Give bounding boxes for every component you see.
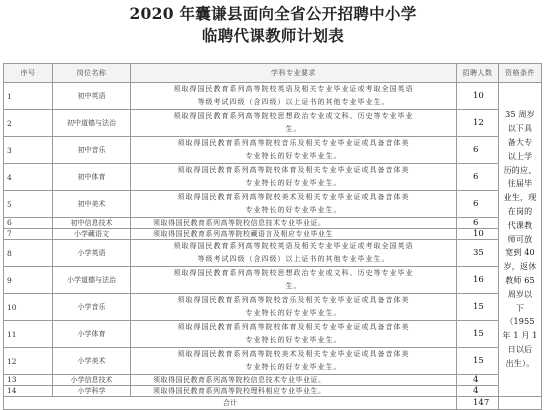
table-row: [4, 321, 542, 348]
row-count: 6: [457, 164, 499, 191]
requirement-line: 等级考试四级（含四级）以上证书的其他专业毕业生。: [197, 98, 390, 106]
row-post: 初中体育: [53, 164, 131, 191]
table-row: [4, 229, 542, 240]
requirement-line: 专业特长的好专业毕业生。: [245, 363, 342, 371]
row-seq: 12: [4, 348, 53, 375]
row-post: 初中英语: [53, 83, 131, 110]
condition-line: 以下具: [507, 124, 533, 134]
row-count: 6: [457, 191, 499, 218]
condition-line: 业生，现: [503, 193, 537, 203]
table-row: [4, 386, 542, 397]
condition-line: 宽到 40: [505, 248, 535, 258]
row-requirement: [131, 267, 457, 294]
row-count: 15: [457, 348, 499, 375]
row-count: 6: [457, 218, 499, 229]
requirement-line: 须取得国民教育系列高等院校音乐及相关专业毕业证或具备音体美: [177, 139, 410, 147]
table-row: [4, 191, 542, 218]
row-requirement: [131, 83, 457, 110]
total-value: 147: [457, 397, 499, 410]
row-seq: 11: [4, 321, 53, 348]
row-post: 小学音乐: [53, 294, 131, 321]
requirement-line: 须取得国民教育系列高等院校思想政治专业或文科、历史等专业毕业: [173, 112, 414, 120]
condition-line: 35 周岁: [505, 110, 535, 120]
requirement-line: 专业特长的好专业毕业生。: [245, 336, 342, 344]
table-row: [4, 218, 542, 229]
row-seq: 10: [4, 294, 53, 321]
requirement-line: 等级考试四级（含四级）以上证书的其他专业毕业生。: [197, 255, 390, 263]
condition-line: 岁，返休: [503, 262, 537, 272]
condition-line: 教师 65: [505, 275, 535, 285]
table-row: [4, 375, 542, 386]
row-seq: 14: [4, 386, 53, 397]
table-row: [4, 294, 542, 321]
requirement-line: 须取得国民教育系列高等院校美术及相关专业毕业证或具备音体美: [177, 193, 410, 201]
requirement-line: 须取得国民教育系列高等院校思想政治专业或文科、历史等专业毕业: [173, 269, 414, 277]
requirement-line: 须取得国民教育系列高等院校体育及相关专业毕业证或具备音体美: [177, 323, 410, 331]
row-count: 15: [457, 321, 499, 348]
row-post: 小学信息技术: [53, 375, 131, 386]
row-requirement: [131, 348, 457, 375]
row-seq: 7: [4, 229, 53, 240]
condition-line: 出生）。: [505, 358, 535, 368]
row-seq: 1: [4, 83, 53, 110]
row-post: 小学体育: [53, 321, 131, 348]
page-title-line2: 临聘代课教师计划表: [201, 26, 345, 45]
requirement-line: 须取得国民教育系列高等院校体育及相关专业毕业证或具备音体美: [177, 166, 410, 174]
row-seq: 8: [4, 240, 53, 267]
row-count: 4: [457, 386, 499, 397]
row-post: 小学藏语文: [53, 229, 131, 240]
header-seq: 序号: [4, 64, 53, 83]
row-seq: 13: [4, 375, 53, 386]
table-row: [4, 164, 542, 191]
row-seq: 4: [4, 164, 53, 191]
requirement-line: 须取得国民教育系列高等院校英语及相关专业毕业证或考取全国英语: [173, 85, 414, 93]
header-requirement: 学科专业要求: [131, 64, 457, 83]
condition-line: 下（1955: [505, 303, 535, 327]
row-count: 10: [457, 229, 499, 240]
table-row: [4, 110, 542, 137]
requirement-line: 须取得国民教育系列高等院校英语及相关专业毕业证或考取全国英语: [173, 242, 414, 250]
requirement-line: 生。: [285, 282, 302, 290]
row-count: 35: [457, 240, 499, 267]
total-label: 合计: [4, 397, 457, 410]
total-empty-cell: [499, 397, 542, 410]
requirement-line: 专业特长的好专业毕业生。: [245, 206, 342, 214]
condition-line: 在岗的: [507, 207, 533, 216]
row-post: 初中信息技术: [53, 218, 131, 229]
condition-line: 往届毕: [507, 179, 533, 189]
row-seq: 6: [4, 218, 53, 229]
table-row: [4, 240, 542, 267]
row-post: 小学美术: [53, 348, 131, 375]
requirement-line: 须取得国民教育系列高等院校美术及相关专业毕业证或具备音体美: [177, 350, 410, 358]
condition-line: 备大专: [507, 138, 533, 148]
row-count: 16: [457, 267, 499, 294]
condition-line: 师可放: [507, 234, 533, 244]
row-seq: 2: [4, 110, 53, 137]
row-requirement: [131, 294, 457, 321]
requirement-line: 须取得国民教育系列高等院校音乐及相关专业毕业证或具备音体美: [177, 296, 410, 304]
row-requirement: [131, 110, 457, 137]
page-title-line1: 2020 年囊谦县面向全省公开招聘中小学: [129, 4, 417, 23]
row-count: 6: [457, 137, 499, 164]
requirement-line: 专业特长的好专业毕业生。: [245, 179, 342, 187]
row-requirement: [131, 137, 457, 164]
recruitment-plan-table: [3, 63, 542, 410]
row-seq: 3: [4, 137, 53, 164]
table-row: [4, 348, 542, 375]
row-requirement: [131, 321, 457, 348]
row-count: 12: [457, 110, 499, 137]
requirement-line: 专业特长的好专业毕业生。: [245, 309, 342, 317]
row-requirement: [131, 164, 457, 191]
table-row: [4, 137, 542, 164]
condition-line: 周岁以: [507, 289, 533, 299]
table-header-row: [4, 64, 542, 83]
header-count: 招聘人数: [457, 64, 499, 83]
row-requirement: [131, 240, 457, 267]
row-requirement: 须取得国民教育系列高等院校理科相应专业毕业生。: [131, 386, 457, 397]
row-requirement: 须取得国民教育系列高等院校信息技术专业毕业证。: [131, 375, 457, 386]
header-post: 岗位名称: [53, 64, 131, 83]
row-post: 初中道德与法治: [53, 110, 131, 137]
condition-line: 以上学: [507, 151, 533, 161]
condition-line: 日以后: [507, 344, 533, 354]
row-count: 4: [457, 375, 499, 386]
row-count: 15: [457, 294, 499, 321]
table-row: [4, 83, 542, 110]
row-requirement: 须取得国民教育系列高等院校藏语言及相应专业毕业生: [131, 229, 457, 240]
table-row: [4, 267, 542, 294]
row-requirement: 须取得国民教育系列高等院校信息技术专业毕业证。: [131, 218, 457, 229]
row-requirement: [131, 191, 457, 218]
header-condition: 资格条件: [499, 64, 542, 83]
row-post: 小学科学: [53, 386, 131, 397]
row-count: 10: [457, 83, 499, 110]
qualification-conditions: [499, 83, 542, 397]
total-row: [4, 397, 542, 410]
row-post: 小学英语: [53, 240, 131, 267]
row-post: 小学道德与法治: [53, 267, 131, 294]
condition-line: 代课教: [507, 220, 533, 230]
row-post: 初中音乐: [53, 137, 131, 164]
row-seq: 5: [4, 191, 53, 218]
requirement-line: 生。: [285, 125, 302, 133]
condition-line: 年 1 月 1: [502, 331, 538, 341]
row-post: 初中美术: [53, 191, 131, 218]
condition-line: 历的应、: [503, 165, 537, 175]
row-seq: 9: [4, 267, 53, 294]
requirement-line: 专业特长的好专业毕业生。: [245, 152, 342, 160]
